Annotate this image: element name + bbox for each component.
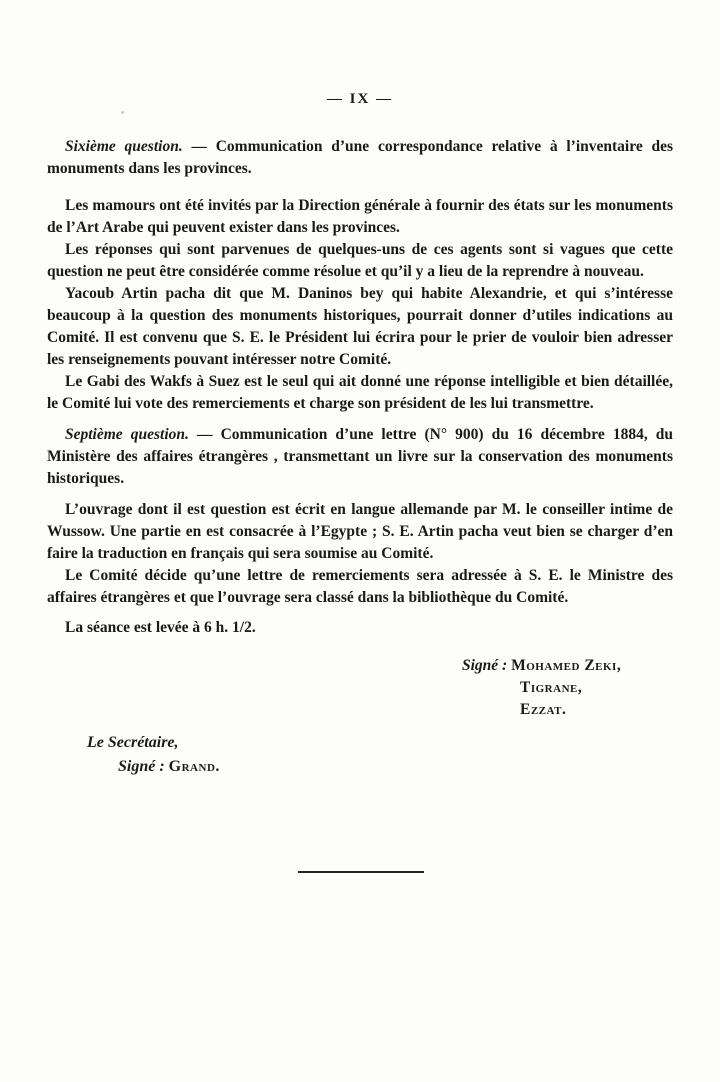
page-content bbox=[0, 136, 720, 778]
secretary-signature-label: Signé : bbox=[118, 757, 165, 775]
signature-line bbox=[462, 655, 673, 677]
question-6-separator: — bbox=[191, 138, 207, 155]
question-6-body: Communication d’une correspondance relative à l’inventaire des monuments dans les provinces. bbox=[47, 138, 673, 177]
end-divider-rule bbox=[298, 871, 424, 873]
signature-block bbox=[462, 655, 673, 721]
page-number: — IX — bbox=[326, 91, 394, 107]
paragraph: Yacoub Artin pacha dit que M. Daninos bey qui habite Alexandrie, et qui s’intéresse beaucoup à la question des monuments historiques, pourrait donner d’utiles indications au Comité. Il est convenu que S. E. le Président lui écrira pour le prier de vouloir bien adresser les renseignements pouvant intéresser notre Comité. bbox=[47, 285, 673, 368]
question-7-heading bbox=[47, 424, 673, 490]
secretary-block bbox=[87, 732, 673, 778]
signatory-name: Mohamed Zeki, bbox=[511, 656, 622, 674]
secretary-title: Le Secrétaire, bbox=[87, 733, 179, 751]
question-7-discussion bbox=[47, 499, 673, 609]
secretary-signature bbox=[118, 756, 673, 778]
closing-line: La séance est levée à 6 h. 1/2. bbox=[65, 619, 256, 636]
question-7-separator: — bbox=[196, 426, 213, 443]
secretary-name: Grand. bbox=[168, 757, 220, 775]
paragraph: Les réponses qui sont parvenues de quelques-uns de ces agents sont si vagues que cette question ne peut être considérée comme résolue et qu’il y a lieu de la reprendre à nouveau. bbox=[47, 241, 673, 280]
paragraph: L’ouvrage dont il est question est écrit en langue allemande par M. le conseiller intime de Wussow. Une partie en est consacrée à l’Egypte ; S. E. Artin pacha veut bien se charger d’en faire la traduction en français qui sera soumise au Comité. bbox=[47, 501, 673, 562]
question-7-lead: Septième question. bbox=[65, 426, 189, 443]
question-6-heading bbox=[47, 136, 673, 180]
question-6-discussion bbox=[47, 195, 673, 415]
question-7-body: Communication d’une lettre (N° 900) du 16 décembre 1884, du Ministère des affaires étrangères , transmettant un livre sur la conservation des monuments historiques. bbox=[47, 426, 674, 487]
signatory-name: Ezzat. bbox=[520, 700, 567, 718]
question-6-lead: Sixième question. bbox=[65, 138, 183, 155]
scan-speck bbox=[121, 111, 124, 114]
signatory-name: Tigrane, bbox=[520, 678, 583, 696]
paragraph: Les mamours ont été invités par la Direction générale à fournir des états sur les monuments de l’Art Arabe qui peuvent exister dans les provinces. bbox=[47, 197, 673, 236]
paragraph: Le Comité décide qu’une lettre de remerciements sera adressée à S. E. le Ministre des affaires étrangères et que l’ouvrage sera classé dans la bibliothèque du Comité. bbox=[47, 567, 673, 606]
signature-label: Signé : bbox=[462, 656, 508, 674]
paragraph: Le Gabi des Wakfs à Suez est le seul qui ait donné une réponse intelligible et bien détaillée, le Comité lui vote des remerciements et charge son président de les lui transmettre. bbox=[47, 373, 673, 412]
